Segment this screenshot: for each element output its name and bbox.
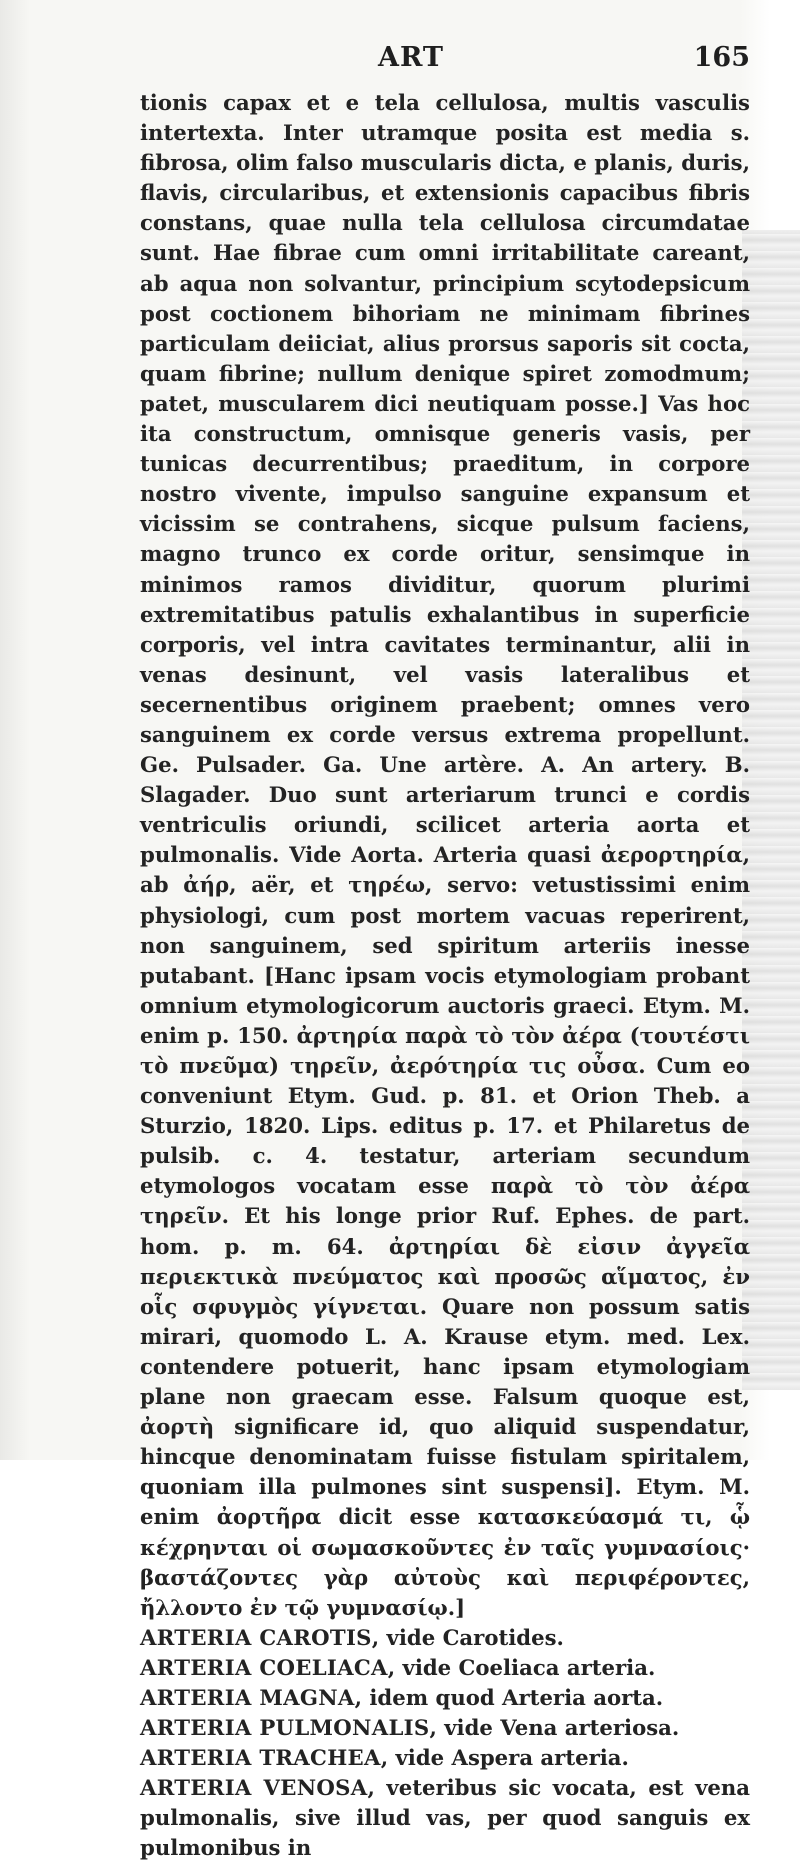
dictionary-entry [140, 1743, 750, 1773]
running-head: ART [378, 42, 445, 73]
entry-headword: ARTERIA MAGNA [140, 1684, 355, 1710]
entry-text: , vide Coeliaca arteria. [387, 1654, 656, 1680]
entry-text: , vide Carotides. [371, 1624, 564, 1650]
dictionary-entry [140, 1713, 750, 1743]
entry-headword: ARTERIA COELIACA [140, 1654, 388, 1680]
page-edge-shadow [742, 230, 800, 1390]
entry-text: , vide Aspera arteria. [380, 1745, 629, 1771]
page-number: 165 [693, 42, 750, 73]
main-paragraph: tionis capax et e tela cellulosa, multis vasculis intertexta. Inter utramque posita est media s. fibrosa, olim falso muscularis dicta, e planis, duris, flavis, circularibus, et extensionis capacibus fibris constans, quae nulla tela cellulosa circumdatae sunt. Hae fibrae cum omni irritabilitate careant, ab aqua non solvantur, principium scytodepsicum post coctionem bihoriam ne minimam fibrines particulam deiiciat, alius prorsus saporis sit cocta, quam fibrine; nullum denique spiret zomodmum; patet, muscularem dici neutiquam posse.] Vas hoc ita constructum, omnisque generis vasis, per tunicas decurrentibus; praeditum, in corpore nostro vivente, impulso sanguine expansum et vicissim se contrahens, sicque pulsum faciens, magno trunco ex corde oritur, sensimque in minimos ramos dividitur, quorum plurimi extremitatibus patulis exhalantibus in superficie corporis, vel intra cavitates terminantur, alii in venas desinunt, vel vasis lateralibus et secernentibus originem praebent; omnes vero sanguinem ex corde versus extrema propellunt. Ge. Pulsader. Ga. Une artère. A. An artery. B. Slagader. Duo sunt arteriarum trunci e cordis ventriculis oriundi, scilicet arteria aorta et pulmonalis. Vide Aorta. Arteria quasi ἀερορτηρία, ab ἀήρ, aër, et τηρέω, servo: vetustissimi enim physiologi, cum post mortem vacuas reperirent, non sanguinem, sed spiritum arteriis inesse putabant. [Hanc ipsam vocis etymologiam probant omnium etymologicorum auctoris graeci. Etym. M. enim p. 150. ἀρτηρία παρὰ τὸ τὸν ἀέρα (τουτέστι τὸ πνεῦμα) τηρεῖν, ἀερότηρία τις οὖσα. Cum eo conveniunt Etym. Gud. p. 81. et Orion Theb. a Sturzio, 1820. Lips. editus p. 17. et Philaretus de pulsib. c. 4. testatur, arteriam secundum etymologos vocatam esse παρὰ τὸ τὸν ἀέρα τηρεῖν. Et his longe prior Ruf. Ephes. de part. hom. p. m. 64. ἀρτηρίαι δὲ εἰσιν ἀγγεῖα περιεκτικὰ πνεύματος καὶ προσῶς αἵματος, ἐν οἷς σφυγμὸς γίγνεται. Quare non possum satis mirari, quomodo L. A. Krause etym. med. Lex. contendere potuerit, hanc ipsam etymologiam plane non graecam esse. Falsum quoque est, ἀορτὴ significare id, quo aliquid suspendatur, hincque denominatam fuisse fistulam spiritalem, quoniam illa pulmones sint suspensi]. Etym. M. enim ἀορτῆρα dicit esse κατασκεύασμά τι, ᾧ κέχρηνται οἱ σωμασκοῦντες ἐν ταῖς γυμνασίοις· βαστάζοντες γὰρ αὐτοὺς καὶ περιφέροντες, ἤλλοντο ἐν τῷ γυμνασίῳ.] [140, 90, 750, 1620]
entry-headword: ARTERIA PULMONALIS [140, 1715, 430, 1741]
dictionary-entry [140, 1683, 750, 1713]
page-header [140, 42, 750, 82]
dictionary-entry [140, 1653, 750, 1683]
entry-text: , idem quod Arteria aorta. [354, 1684, 664, 1710]
dictionary-entry [140, 1773, 750, 1863]
entry-text: , veteribus sic vocata, est vena pulmonalis, sive illud vas, per quod sanguis ex pulmonibus in [140, 1775, 751, 1861]
entry-headword: ARTERIA CAROTIS [140, 1624, 372, 1650]
dictionary-entry [140, 1623, 750, 1653]
entry-text: , vide Vena arteriosa. [429, 1715, 680, 1741]
entry-headword: ARTERIA TRACHEA [140, 1745, 381, 1771]
entry-headword: ARTERIA VENOSA [140, 1775, 368, 1801]
body-text [140, 88, 750, 1864]
